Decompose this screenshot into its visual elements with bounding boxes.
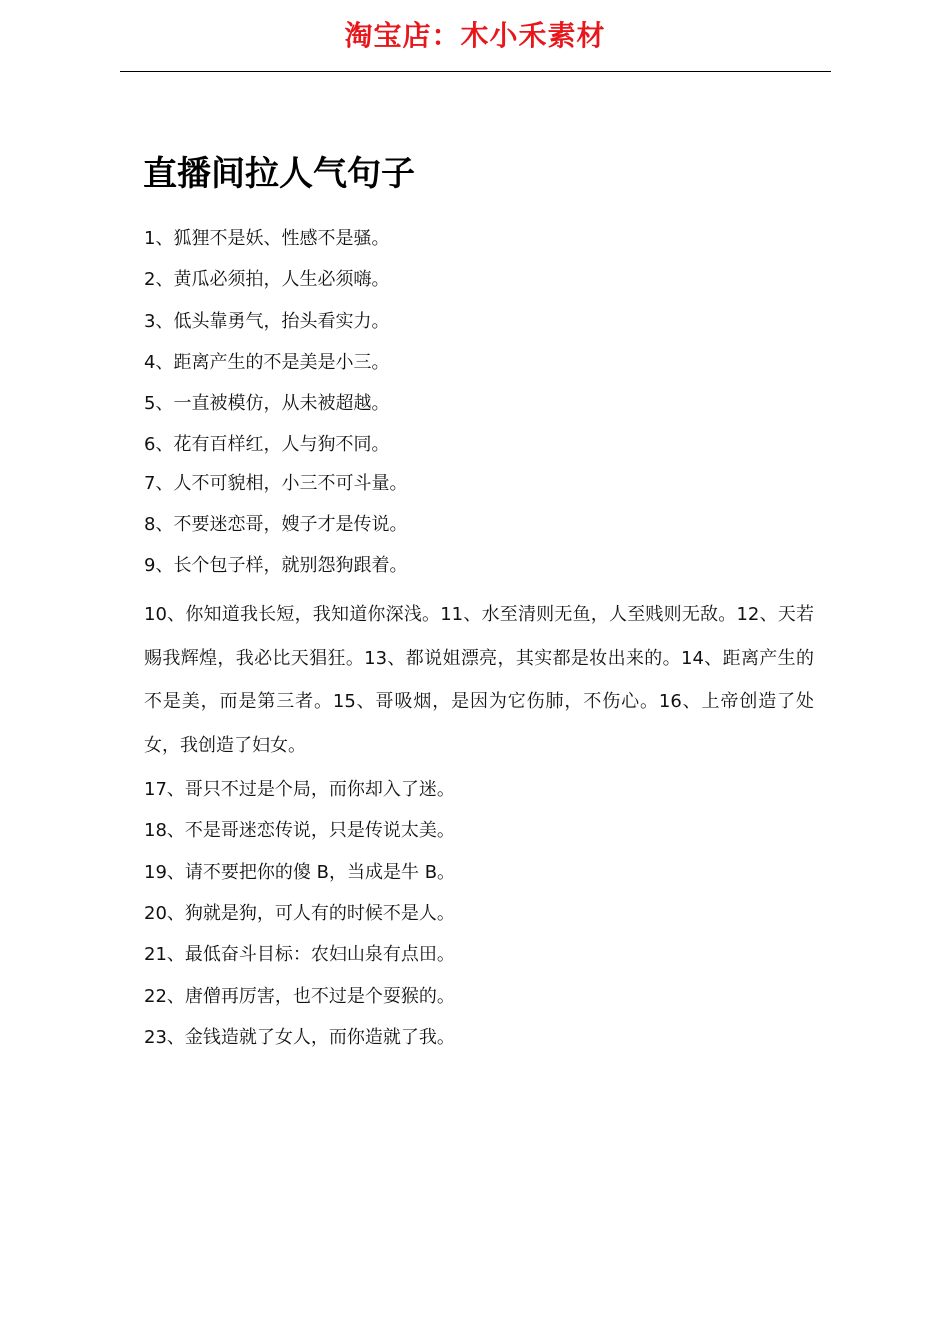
list-item: 20、狗就是狗，可人有的时候不是人。 — [144, 903, 455, 924]
list-item: 4、距离产生的不是美是小三。 — [144, 352, 390, 373]
list-item: 17、哥只不过是个局，而你却入了迷。 — [144, 779, 455, 800]
list-item: 7、人不可貌相，小三不可斗量。 — [144, 473, 408, 494]
header-divider — [120, 71, 831, 72]
list-item: 18、不是哥迷恋传说，只是传说太美。 — [144, 820, 455, 841]
document-title: 直播间拉人气句子 — [143, 154, 415, 194]
list-item: 22、唐僧再厉害，也不过是个耍猴的。 — [144, 986, 455, 1007]
list-item: 5、一直被模仿，从未被超越。 — [144, 393, 390, 414]
list-item: 21、最低奋斗目标：农妇山泉有点田。 — [144, 944, 455, 965]
combined-paragraph: 10、你知道我长短，我知道你深浅。11、水至清则无鱼，人至贱则无敌。12、天若赐我辉煌，我必比天猖狂。13、都说姐漂亮，其实都是妆出来的。14、距离产生的不是美，而是第三者。15、哥吸烟，是因为它伤肺，不伤心。16、上帝创造了处女，我创造了妇女。 — [144, 604, 814, 756]
shop-header: 淘宝店：木小禾素材 — [344, 19, 606, 52]
list-item: 9、长个包子样，就别怨狗跟着。 — [144, 555, 408, 576]
list-item: 19、请不要把你的傻 B，当成是牛 B。 — [144, 862, 456, 883]
list-item: 8、不要迷恋哥，嫂子才是传说。 — [144, 514, 408, 535]
list-item: 2、黄瓜必须拍，人生必须嗨。 — [144, 269, 390, 290]
list-item: 6、花有百样红，人与狗不同。 — [144, 434, 390, 455]
list-item: 1、狐狸不是妖、性感不是骚。 — [144, 228, 390, 249]
list-item: 3、低头靠勇气，抬头看实力。 — [144, 311, 390, 332]
list-item: 23、金钱造就了女人，而你造就了我。 — [144, 1027, 455, 1048]
